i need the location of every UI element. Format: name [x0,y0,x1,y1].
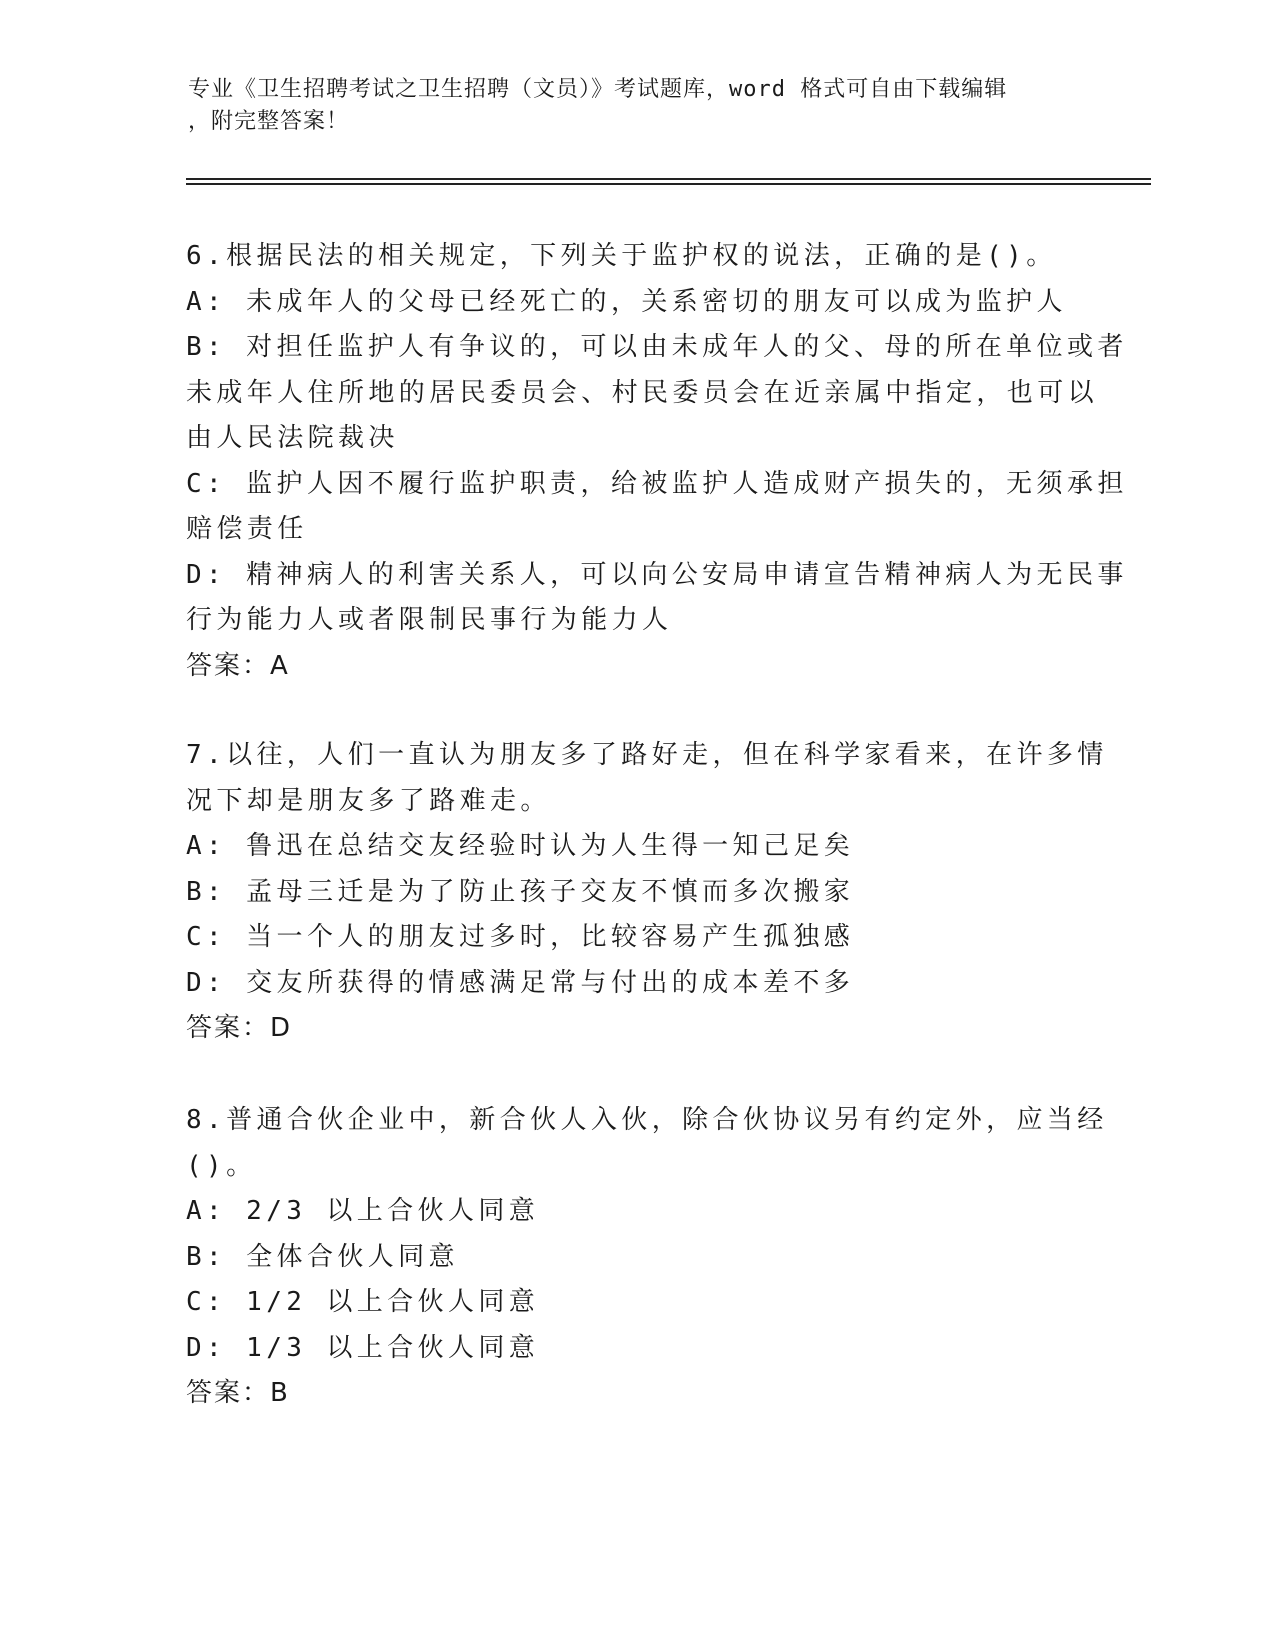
option-d: D: 1/3 以上合伙人同意 [186,1332,540,1363]
option-c-continued: 赔偿责任 [186,514,308,544]
option-c: C: 监护人因不履行监护职责，给被监护人造成财产损失的，无须承担 [186,468,1128,499]
question-6 [186,234,1128,689]
option-a: A: 未成年人的父母已经死亡的，关系密切的朋友可以成为监护人 [186,286,1067,317]
option-b-continued: 由人民法院裁决 [186,423,399,453]
question-stem-continued: ()。 [186,1150,257,1181]
header-divider-bottom [186,183,1151,185]
option-b-continued: 未成年人住所地的居民委员会、村民委员会在近亲属中指定，也可以 [186,377,1099,408]
header-divider-top [186,178,1151,180]
option-a: A: 2/3 以上合伙人同意 [186,1196,540,1226]
option-d-continued: 行为能力人或者限制民事行为能力人 [186,605,673,635]
option-b: B: 对担任监护人有争议的，可以由未成年人的父、母的所在单位或者 [186,332,1128,362]
answer: 答案：B [186,1378,290,1408]
question-stem: 7.以往，人们一直认为朋友多了路好走，但在科学家看来，在许多情 [186,740,1108,770]
option-b: B: 孟母三迁是为了防止孩子交友不慎而多次搬家 [186,876,855,907]
option-d: D: 精神病人的利害关系人，可以向公安局申请宣告精神病人为无民事 [186,559,1128,590]
header-line-1: 专业《卫生招聘考试之卫生招聘（文员）》考试题库，word 格式可自由下载编辑 [188,77,1008,102]
answer: 答案：A [186,650,290,681]
option-c: C: 1/2 以上合伙人同意 [186,1287,540,1317]
option-a: A: 鲁迅在总结交友经验时认为人生得一知己足矣 [186,831,855,861]
question-stem-continued: 况下却是朋友多了路难走。 [186,785,551,816]
option-d: D: 交友所获得的情感满足常与付出的成本差不多 [186,967,855,998]
answer: 答案：D [186,1013,293,1043]
question-7 [186,733,1108,1052]
option-b: B: 全体合伙人同意 [186,1241,459,1272]
option-c: C: 当一个人的朋友过多时，比较容易产生孤独感 [186,922,855,952]
question-stem: 6.根据民法的相关规定，下列关于监护权的说法，正确的是()。 [186,241,1057,271]
document-header [188,74,1088,138]
header-line-2: ，附完整答案！ [188,109,350,134]
question-8 [186,1098,1108,1417]
question-stem: 8.普通合伙企业中，新合伙人入伙，除合伙协议另有约定外，应当经 [186,1105,1108,1135]
